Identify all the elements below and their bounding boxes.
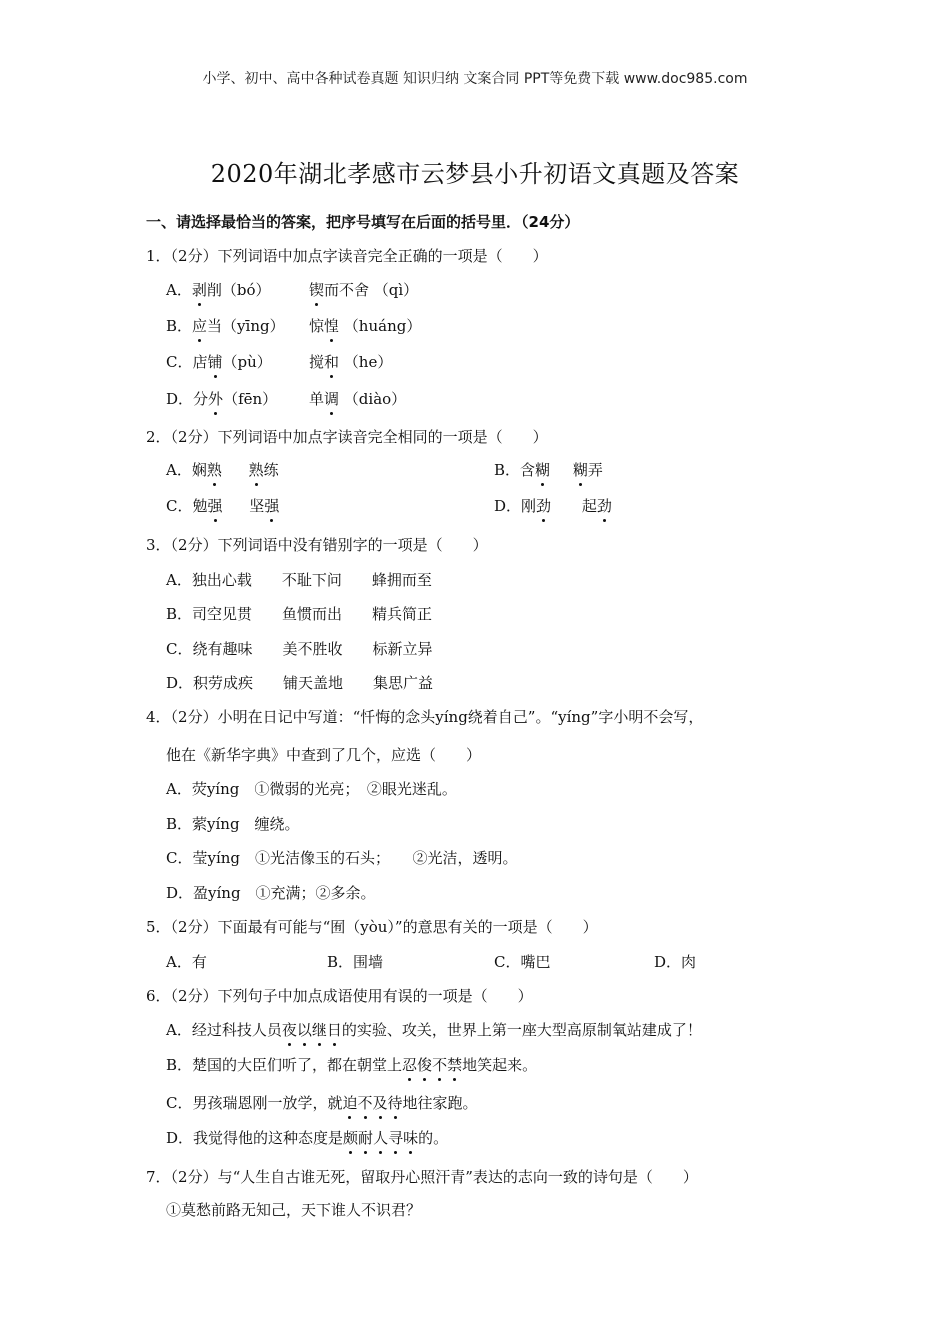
q1-option-c-word2: 搅和 （he）: [309, 353, 393, 371]
q6-option-d: D．我觉得他的这种态度是颇耐人寻味的。: [166, 1129, 449, 1147]
q3-option-d: D．积劳成疾 铺天盖地 集思广益: [166, 674, 434, 692]
q4-option-c: C．莹yíng ①光洁像玉的石头； ②光洁，透明。: [166, 849, 518, 867]
q5-option-b: B．围墙: [327, 953, 384, 971]
question-1-stem: 1．（2分）下列词语中加点字读音完全正确的一项是（ ）: [146, 247, 548, 265]
q1-option-a: A．剥削（bó）: [166, 281, 271, 299]
q3-option-a: A．独出心载 不耻下问 蜂拥而至: [166, 571, 432, 589]
q2-option-b: B．含糊 糊弄: [494, 461, 603, 479]
question-4-stem-cont: 他在《新华字典》中查到了几个，应选（ ）: [166, 746, 482, 764]
q1-option-a-word2: 锲而不舍 （qì）: [309, 281, 419, 299]
q4-option-d: D．盈yíng ①充满；②多余。: [166, 884, 376, 902]
q3-option-b: B．司空见贯 鱼惯而出 精兵简正: [166, 605, 433, 623]
q7-option-1: ①莫愁前路无知己，天下谁人不识君？: [166, 1201, 422, 1219]
q1-option-d-word2: 单调 （diào）: [309, 390, 407, 408]
q6-option-c: C．男孩瑞恩刚一放学，就迫不及待地往家跑。: [166, 1094, 478, 1112]
q1-option-b: B．应当（yīng）: [166, 317, 285, 335]
q4-option-a: A．荧yíng ①微弱的光亮； ②眼光迷乱。: [166, 780, 457, 798]
question-6-stem: 6．（2分）下列句子中加点成语使用有误的一项是（ ）: [146, 987, 533, 1005]
q3-option-c: C．绕有趣味 美不胜收 标新立异: [166, 640, 433, 658]
q4-option-b: B．萦yíng 缠绕。: [166, 815, 300, 833]
document-title: 2020年湖北孝感市云梦县小升初语文真题及答案: [210, 160, 740, 188]
q1-option-c: C．店铺（pù）: [166, 353, 272, 371]
question-7-stem: 7．（2分）与“人生自古谁无死，留取丹心照汗青”表达的志向一致的诗句是（ ）: [146, 1168, 698, 1186]
question-3-stem: 3．（2分）下列词语中没有错别字的一项是（ ）: [146, 536, 488, 554]
q5-option-c: C．嘴巴: [494, 953, 551, 971]
page-header: 小学、初中、高中各种试卷真题 知识归纳 文案合同 PPT等免费下载 www.doc985.com: [202, 71, 748, 87]
q5-option-a: A．有: [166, 953, 207, 971]
question-2-stem: 2．（2分）下列词语中加点字读音完全相同的一项是（ ）: [146, 428, 548, 446]
section-heading: 一、请选择最恰当的答案，把序号填写在后面的括号里．（24分）: [146, 213, 580, 231]
q2-option-d: D．刚劲 起劲: [494, 497, 612, 515]
q6-option-a: A．经过科技人员夜以继日的实验、攻关，世界上第一座大型高原制氧站建成了！: [166, 1021, 702, 1039]
q6-option-b: B．楚国的大臣们听了，都在朝堂上忍俊不禁地笑起来。: [166, 1056, 538, 1074]
q2-option-a: A．娴熟 熟练: [166, 461, 279, 479]
q1-option-b-word2: 惊惶 （huáng）: [309, 317, 422, 335]
q1-option-d: D．分外（fēn）: [166, 390, 278, 408]
question-5-stem: 5．（2分）下面最有可能与“囿（yòu）”的意思有关的一项是（ ）: [146, 918, 598, 936]
question-4-stem: 4．（2分）小明在日记中写道：“忏悔的念头yíng绕着自己”。“yíng”字小明不会写，: [146, 708, 704, 726]
q2-option-c: C．勉强 坚强: [166, 497, 280, 515]
q5-option-d: D．肉: [654, 953, 697, 971]
